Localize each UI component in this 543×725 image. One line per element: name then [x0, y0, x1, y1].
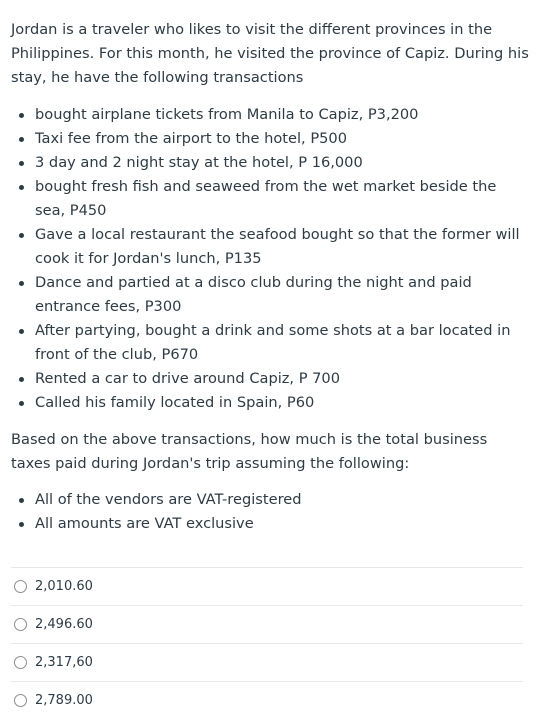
conditions-list — [11, 488, 531, 536]
radio-button[interactable] — [14, 694, 27, 707]
radio-button[interactable] — [14, 580, 27, 593]
answer-label[interactable]: 2,317,60 — [35, 655, 93, 670]
transaction-item: Called his family located in Spain, P60 — [35, 391, 531, 415]
question-intro: Jordan is a traveler who likes to visit the different provinces in the Philippines. For this month, he visited the province of Capiz. During his stay, he have the following transactions — [11, 21, 529, 86]
transaction-item: Taxi fee from the airport to the hotel, P500 — [35, 127, 531, 151]
condition-item: All of the vendors are VAT-registered — [35, 488, 531, 512]
answer-option[interactable] — [11, 681, 523, 719]
question-text: Based on the above transactions, how much is the total business taxes paid during Jordan's trip assuming the following: — [11, 431, 488, 472]
radio-button[interactable] — [14, 656, 27, 669]
answer-options — [11, 567, 523, 719]
transaction-item: 3 day and 2 night stay at the hotel, P 16,000 — [35, 151, 531, 175]
transactions-list — [11, 103, 531, 415]
transaction-item: After partying, bought a drink and some shots at a bar located in front of the club, P670 — [35, 319, 531, 367]
transaction-item: Rented a car to drive around Capiz, P 700 — [35, 367, 531, 391]
condition-item: All amounts are VAT exclusive — [35, 512, 531, 536]
answer-option[interactable] — [11, 605, 523, 643]
transaction-item: bought fresh fish and seaweed from the wet market beside the sea, P450 — [35, 175, 531, 223]
question-block — [11, 18, 531, 708]
transaction-item: bought airplane tickets from Manila to Capiz, P3,200 — [35, 103, 531, 127]
answer-label[interactable]: 2,789.00 — [35, 693, 93, 708]
transaction-item: Dance and partied at a disco club during the night and paid entrance fees, P300 — [35, 271, 531, 319]
answer-label[interactable]: 2,010.60 — [35, 579, 93, 594]
answer-option[interactable] — [11, 643, 523, 681]
radio-button[interactable] — [14, 618, 27, 631]
transaction-item: Gave a local restaurant the seafood bought so that the former will cook it for Jordan's lunch, P135 — [35, 223, 531, 271]
answer-label[interactable]: 2,496.60 — [35, 617, 93, 632]
answer-option[interactable] — [11, 567, 523, 605]
